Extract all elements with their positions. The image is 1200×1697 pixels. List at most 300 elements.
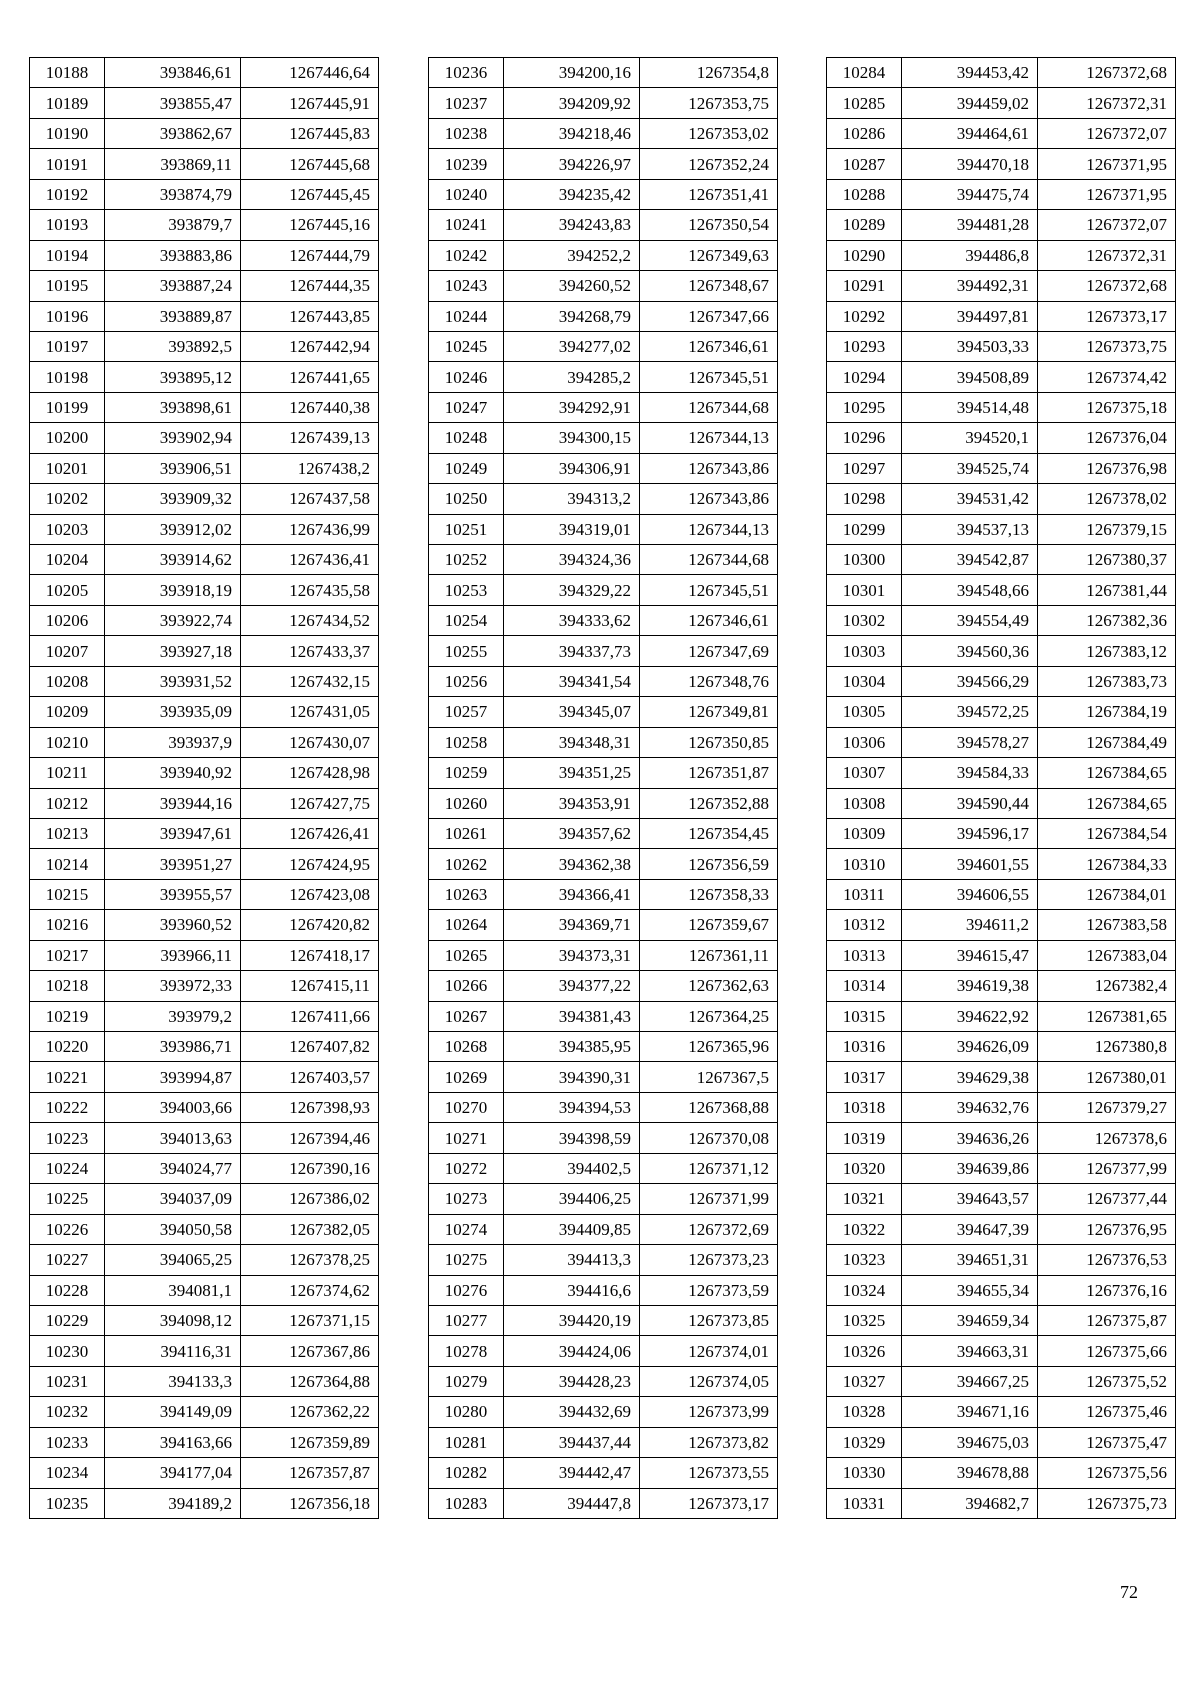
point-number-cell: 10305 xyxy=(827,697,902,727)
x-coordinate-cell: 393979,2 xyxy=(105,1001,241,1031)
point-number-cell: 10220 xyxy=(30,1032,105,1062)
y-coordinate-cell: 1267441,65 xyxy=(241,362,379,392)
y-coordinate-cell: 1267443,85 xyxy=(241,301,379,331)
x-coordinate-cell: 394678,88 xyxy=(902,1458,1038,1488)
y-coordinate-cell: 1267377,44 xyxy=(1038,1184,1176,1214)
x-coordinate-cell: 393889,87 xyxy=(105,301,241,331)
point-number-cell: 10194 xyxy=(30,240,105,270)
y-coordinate-cell: 1267426,41 xyxy=(241,818,379,848)
y-coordinate-cell: 1267373,59 xyxy=(640,1275,778,1305)
table-row xyxy=(429,1123,778,1153)
y-coordinate-cell: 1267372,69 xyxy=(640,1214,778,1244)
table-row xyxy=(827,1427,1176,1457)
table-row xyxy=(429,210,778,240)
x-coordinate-cell: 394300,15 xyxy=(504,423,640,453)
point-number-cell: 10251 xyxy=(429,514,504,544)
x-coordinate-cell: 394406,25 xyxy=(504,1184,640,1214)
x-coordinate-cell: 394626,09 xyxy=(902,1032,1038,1062)
x-coordinate-cell: 393855,47 xyxy=(105,88,241,118)
point-number-cell: 10199 xyxy=(30,392,105,422)
y-coordinate-cell: 1267381,44 xyxy=(1038,575,1176,605)
point-number-cell: 10280 xyxy=(429,1397,504,1427)
y-coordinate-cell: 1267436,41 xyxy=(241,545,379,575)
table-row xyxy=(429,910,778,940)
x-coordinate-cell: 393966,11 xyxy=(105,940,241,970)
point-number-cell: 10245 xyxy=(429,331,504,361)
point-number-cell: 10310 xyxy=(827,849,902,879)
x-coordinate-cell: 394622,92 xyxy=(902,1001,1038,1031)
table-row xyxy=(429,423,778,453)
y-coordinate-cell: 1267364,88 xyxy=(241,1366,379,1396)
point-number-cell: 10238 xyxy=(429,118,504,148)
x-coordinate-cell: 394428,23 xyxy=(504,1366,640,1396)
point-number-cell: 10257 xyxy=(429,697,504,727)
y-coordinate-cell: 1267354,8 xyxy=(640,58,778,88)
table-row xyxy=(827,697,1176,727)
point-number-cell: 10228 xyxy=(30,1275,105,1305)
point-number-cell: 10309 xyxy=(827,818,902,848)
table-row xyxy=(429,545,778,575)
y-coordinate-cell: 1267346,61 xyxy=(640,605,778,635)
y-coordinate-cell: 1267349,63 xyxy=(640,240,778,270)
table-row xyxy=(827,758,1176,788)
table-row xyxy=(30,331,379,361)
table-row xyxy=(827,149,1176,179)
x-coordinate-cell: 393986,71 xyxy=(105,1032,241,1062)
table-row xyxy=(827,1366,1176,1396)
point-number-cell: 10269 xyxy=(429,1062,504,1092)
point-number-cell: 10275 xyxy=(429,1245,504,1275)
y-coordinate-cell: 1267372,68 xyxy=(1038,58,1176,88)
point-number-cell: 10225 xyxy=(30,1184,105,1214)
x-coordinate-cell: 394647,39 xyxy=(902,1214,1038,1244)
table-row xyxy=(827,179,1176,209)
y-coordinate-cell: 1267344,13 xyxy=(640,514,778,544)
x-coordinate-cell: 394639,86 xyxy=(902,1153,1038,1183)
y-coordinate-cell: 1267379,27 xyxy=(1038,1092,1176,1122)
table-row xyxy=(30,484,379,514)
x-coordinate-cell: 394537,13 xyxy=(902,514,1038,544)
point-number-cell: 10231 xyxy=(30,1366,105,1396)
y-coordinate-cell: 1267371,12 xyxy=(640,1153,778,1183)
point-number-cell: 10200 xyxy=(30,423,105,453)
point-number-cell: 10312 xyxy=(827,910,902,940)
y-coordinate-cell: 1267375,46 xyxy=(1038,1397,1176,1427)
table-row xyxy=(30,605,379,635)
table-row xyxy=(30,271,379,301)
point-number-cell: 10323 xyxy=(827,1245,902,1275)
point-number-cell: 10327 xyxy=(827,1366,902,1396)
y-coordinate-cell: 1267376,16 xyxy=(1038,1275,1176,1305)
table-row xyxy=(30,1305,379,1335)
point-number-cell: 10304 xyxy=(827,666,902,696)
x-coordinate-cell: 394050,58 xyxy=(105,1214,241,1244)
x-coordinate-cell: 394424,06 xyxy=(504,1336,640,1366)
x-coordinate-cell: 393914,62 xyxy=(105,545,241,575)
table-row xyxy=(429,1488,778,1518)
y-coordinate-cell: 1267375,47 xyxy=(1038,1427,1176,1457)
y-coordinate-cell: 1267352,88 xyxy=(640,788,778,818)
point-number-cell: 10254 xyxy=(429,605,504,635)
table-row xyxy=(30,1427,379,1457)
y-coordinate-cell: 1267343,86 xyxy=(640,453,778,483)
point-number-cell: 10214 xyxy=(30,849,105,879)
table-row xyxy=(30,514,379,544)
table-row xyxy=(429,453,778,483)
point-number-cell: 10218 xyxy=(30,971,105,1001)
table-row xyxy=(30,362,379,392)
table-row xyxy=(429,331,778,361)
point-number-cell: 10272 xyxy=(429,1153,504,1183)
table-row xyxy=(429,271,778,301)
y-coordinate-cell: 1267376,53 xyxy=(1038,1245,1176,1275)
table-row xyxy=(30,301,379,331)
x-coordinate-cell: 394226,97 xyxy=(504,149,640,179)
point-number-cell: 10265 xyxy=(429,940,504,970)
x-coordinate-cell: 393937,9 xyxy=(105,727,241,757)
table-row xyxy=(429,788,778,818)
y-coordinate-cell: 1267432,15 xyxy=(241,666,379,696)
y-coordinate-cell: 1267371,95 xyxy=(1038,179,1176,209)
table-row xyxy=(30,392,379,422)
y-coordinate-cell: 1267383,12 xyxy=(1038,636,1176,666)
y-coordinate-cell: 1267384,65 xyxy=(1038,758,1176,788)
y-coordinate-cell: 1267398,93 xyxy=(241,1092,379,1122)
x-coordinate-cell: 394292,91 xyxy=(504,392,640,422)
table-row xyxy=(827,88,1176,118)
table-row xyxy=(30,1458,379,1488)
x-coordinate-cell: 394413,3 xyxy=(504,1245,640,1275)
point-number-cell: 10213 xyxy=(30,818,105,848)
table-row xyxy=(827,910,1176,940)
y-coordinate-cell: 1267358,33 xyxy=(640,879,778,909)
point-number-cell: 10308 xyxy=(827,788,902,818)
point-number-cell: 10227 xyxy=(30,1245,105,1275)
table-row xyxy=(429,758,778,788)
y-coordinate-cell: 1267384,33 xyxy=(1038,849,1176,879)
coordinate-table-1 xyxy=(29,57,379,1519)
x-coordinate-cell: 393906,51 xyxy=(105,453,241,483)
point-number-cell: 10264 xyxy=(429,910,504,940)
point-number-cell: 10198 xyxy=(30,362,105,392)
x-coordinate-cell: 394671,16 xyxy=(902,1397,1038,1427)
table-row xyxy=(429,1275,778,1305)
y-coordinate-cell: 1267378,6 xyxy=(1038,1123,1176,1153)
x-coordinate-cell: 394437,44 xyxy=(504,1427,640,1457)
x-coordinate-cell: 393994,87 xyxy=(105,1062,241,1092)
x-coordinate-cell: 394601,55 xyxy=(902,849,1038,879)
y-coordinate-cell: 1267373,75 xyxy=(1038,331,1176,361)
x-coordinate-cell: 394200,16 xyxy=(504,58,640,88)
table-row xyxy=(827,392,1176,422)
y-coordinate-cell: 1267379,15 xyxy=(1038,514,1176,544)
point-number-cell: 10273 xyxy=(429,1184,504,1214)
table-row xyxy=(30,210,379,240)
point-number-cell: 10271 xyxy=(429,1123,504,1153)
x-coordinate-cell: 394133,3 xyxy=(105,1366,241,1396)
table-row xyxy=(827,514,1176,544)
table-row xyxy=(429,484,778,514)
x-coordinate-cell: 394548,66 xyxy=(902,575,1038,605)
point-number-cell: 10236 xyxy=(429,58,504,88)
table-row xyxy=(429,1336,778,1366)
table-row xyxy=(429,636,778,666)
x-coordinate-cell: 394003,66 xyxy=(105,1092,241,1122)
y-coordinate-cell: 1267381,65 xyxy=(1038,1001,1176,1031)
table-row xyxy=(827,636,1176,666)
table-row xyxy=(827,1123,1176,1153)
x-coordinate-cell: 394475,74 xyxy=(902,179,1038,209)
point-number-cell: 10253 xyxy=(429,575,504,605)
point-number-cell: 10196 xyxy=(30,301,105,331)
y-coordinate-cell: 1267356,59 xyxy=(640,849,778,879)
point-number-cell: 10288 xyxy=(827,179,902,209)
table-row xyxy=(429,1184,778,1214)
table-row xyxy=(30,636,379,666)
table-row xyxy=(30,697,379,727)
x-coordinate-cell: 393940,92 xyxy=(105,758,241,788)
y-coordinate-cell: 1267380,8 xyxy=(1038,1032,1176,1062)
y-coordinate-cell: 1267437,58 xyxy=(241,484,379,514)
y-coordinate-cell: 1267374,05 xyxy=(640,1366,778,1396)
table-row xyxy=(30,575,379,605)
point-number-cell: 10307 xyxy=(827,758,902,788)
table-row xyxy=(30,1032,379,1062)
x-coordinate-cell: 394362,38 xyxy=(504,849,640,879)
table-row xyxy=(827,727,1176,757)
point-number-cell: 10188 xyxy=(30,58,105,88)
x-coordinate-cell: 394643,57 xyxy=(902,1184,1038,1214)
y-coordinate-cell: 1267371,99 xyxy=(640,1184,778,1214)
coordinate-table-2 xyxy=(428,57,778,1519)
table-row xyxy=(827,1245,1176,1275)
y-coordinate-cell: 1267386,02 xyxy=(241,1184,379,1214)
x-coordinate-cell: 394432,69 xyxy=(504,1397,640,1427)
x-coordinate-cell: 393892,5 xyxy=(105,331,241,361)
point-number-cell: 10291 xyxy=(827,271,902,301)
table-row xyxy=(429,818,778,848)
point-number-cell: 10293 xyxy=(827,331,902,361)
y-coordinate-cell: 1267418,17 xyxy=(241,940,379,970)
y-coordinate-cell: 1267440,38 xyxy=(241,392,379,422)
x-coordinate-cell: 394514,48 xyxy=(902,392,1038,422)
table-row xyxy=(30,818,379,848)
table-row xyxy=(30,1336,379,1366)
point-number-cell: 10248 xyxy=(429,423,504,453)
point-number-cell: 10192 xyxy=(30,179,105,209)
x-coordinate-cell: 394377,22 xyxy=(504,971,640,1001)
table-row xyxy=(429,179,778,209)
table-row xyxy=(429,362,778,392)
y-coordinate-cell: 1267378,25 xyxy=(241,1245,379,1275)
x-coordinate-cell: 394398,59 xyxy=(504,1123,640,1153)
point-number-cell: 10242 xyxy=(429,240,504,270)
x-coordinate-cell: 394209,92 xyxy=(504,88,640,118)
x-coordinate-cell: 394353,91 xyxy=(504,788,640,818)
x-coordinate-cell: 394324,36 xyxy=(504,545,640,575)
x-coordinate-cell: 394390,31 xyxy=(504,1062,640,1092)
x-coordinate-cell: 394560,36 xyxy=(902,636,1038,666)
x-coordinate-cell: 394442,47 xyxy=(504,1458,640,1488)
y-coordinate-cell: 1267367,5 xyxy=(640,1062,778,1092)
x-coordinate-cell: 394243,83 xyxy=(504,210,640,240)
point-number-cell: 10229 xyxy=(30,1305,105,1335)
point-number-cell: 10223 xyxy=(30,1123,105,1153)
y-coordinate-cell: 1267436,99 xyxy=(241,514,379,544)
y-coordinate-cell: 1267442,94 xyxy=(241,331,379,361)
point-number-cell: 10278 xyxy=(429,1336,504,1366)
point-number-cell: 10277 xyxy=(429,1305,504,1335)
point-number-cell: 10222 xyxy=(30,1092,105,1122)
x-coordinate-cell: 394373,31 xyxy=(504,940,640,970)
point-number-cell: 10197 xyxy=(30,331,105,361)
table-row xyxy=(429,727,778,757)
table-row xyxy=(429,1214,778,1244)
x-coordinate-cell: 394081,1 xyxy=(105,1275,241,1305)
table-row xyxy=(429,1092,778,1122)
x-coordinate-cell: 394409,85 xyxy=(504,1214,640,1244)
point-number-cell: 10281 xyxy=(429,1427,504,1457)
y-coordinate-cell: 1267383,58 xyxy=(1038,910,1176,940)
x-coordinate-cell: 394459,02 xyxy=(902,88,1038,118)
table-row xyxy=(827,484,1176,514)
y-coordinate-cell: 1267384,49 xyxy=(1038,727,1176,757)
y-coordinate-cell: 1267347,66 xyxy=(640,301,778,331)
x-coordinate-cell: 394503,33 xyxy=(902,331,1038,361)
table-row xyxy=(827,971,1176,1001)
y-coordinate-cell: 1267428,98 xyxy=(241,758,379,788)
y-coordinate-cell: 1267427,75 xyxy=(241,788,379,818)
point-number-cell: 10255 xyxy=(429,636,504,666)
x-coordinate-cell: 394416,6 xyxy=(504,1275,640,1305)
y-coordinate-cell: 1267372,07 xyxy=(1038,210,1176,240)
y-coordinate-cell: 1267373,82 xyxy=(640,1427,778,1457)
y-coordinate-cell: 1267445,68 xyxy=(241,149,379,179)
y-coordinate-cell: 1267384,65 xyxy=(1038,788,1176,818)
y-coordinate-cell: 1267351,41 xyxy=(640,179,778,209)
x-coordinate-cell: 393912,02 xyxy=(105,514,241,544)
x-coordinate-cell: 394566,29 xyxy=(902,666,1038,696)
x-coordinate-cell: 394329,22 xyxy=(504,575,640,605)
y-coordinate-cell: 1267348,67 xyxy=(640,271,778,301)
y-coordinate-cell: 1267439,13 xyxy=(241,423,379,453)
y-coordinate-cell: 1267375,73 xyxy=(1038,1488,1176,1518)
y-coordinate-cell: 1267344,68 xyxy=(640,392,778,422)
x-coordinate-cell: 394497,81 xyxy=(902,301,1038,331)
point-number-cell: 10246 xyxy=(429,362,504,392)
x-coordinate-cell: 393960,52 xyxy=(105,910,241,940)
y-coordinate-cell: 1267423,08 xyxy=(241,879,379,909)
point-number-cell: 10247 xyxy=(429,392,504,422)
table-row xyxy=(429,666,778,696)
y-coordinate-cell: 1267373,23 xyxy=(640,1245,778,1275)
table-row xyxy=(30,1062,379,1092)
table-row xyxy=(429,392,778,422)
y-coordinate-cell: 1267375,18 xyxy=(1038,392,1176,422)
y-coordinate-cell: 1267367,86 xyxy=(241,1336,379,1366)
x-coordinate-cell: 394481,28 xyxy=(902,210,1038,240)
y-coordinate-cell: 1267373,85 xyxy=(640,1305,778,1335)
point-number-cell: 10306 xyxy=(827,727,902,757)
x-coordinate-cell: 394655,34 xyxy=(902,1275,1038,1305)
y-coordinate-cell: 1267383,73 xyxy=(1038,666,1176,696)
x-coordinate-cell: 393898,61 xyxy=(105,392,241,422)
table-row xyxy=(30,1488,379,1518)
point-number-cell: 10316 xyxy=(827,1032,902,1062)
point-number-cell: 10292 xyxy=(827,301,902,331)
point-number-cell: 10211 xyxy=(30,758,105,788)
table-row xyxy=(827,575,1176,605)
point-number-cell: 10266 xyxy=(429,971,504,1001)
y-coordinate-cell: 1267376,98 xyxy=(1038,453,1176,483)
table-row xyxy=(429,514,778,544)
y-coordinate-cell: 1267394,46 xyxy=(241,1123,379,1153)
y-coordinate-cell: 1267368,88 xyxy=(640,1092,778,1122)
y-coordinate-cell: 1267375,56 xyxy=(1038,1458,1176,1488)
x-coordinate-cell: 394531,42 xyxy=(902,484,1038,514)
table-row xyxy=(827,545,1176,575)
x-coordinate-cell: 394369,71 xyxy=(504,910,640,940)
table-row xyxy=(827,1153,1176,1183)
point-number-cell: 10217 xyxy=(30,940,105,970)
x-coordinate-cell: 394381,43 xyxy=(504,1001,640,1031)
point-number-cell: 10297 xyxy=(827,453,902,483)
point-number-cell: 10259 xyxy=(429,758,504,788)
x-coordinate-cell: 394663,31 xyxy=(902,1336,1038,1366)
point-number-cell: 10299 xyxy=(827,514,902,544)
table-row xyxy=(30,240,379,270)
table-row xyxy=(827,1336,1176,1366)
y-coordinate-cell: 1267434,52 xyxy=(241,605,379,635)
x-coordinate-cell: 394337,73 xyxy=(504,636,640,666)
point-number-cell: 10318 xyxy=(827,1092,902,1122)
point-number-cell: 10320 xyxy=(827,1153,902,1183)
y-coordinate-cell: 1267361,11 xyxy=(640,940,778,970)
x-coordinate-cell: 394348,31 xyxy=(504,727,640,757)
x-coordinate-cell: 394149,09 xyxy=(105,1397,241,1427)
y-coordinate-cell: 1267345,51 xyxy=(640,575,778,605)
point-number-cell: 10262 xyxy=(429,849,504,879)
point-number-cell: 10234 xyxy=(30,1458,105,1488)
point-number-cell: 10243 xyxy=(429,271,504,301)
point-number-cell: 10317 xyxy=(827,1062,902,1092)
point-number-cell: 10252 xyxy=(429,545,504,575)
table-row xyxy=(429,1032,778,1062)
table-row xyxy=(429,971,778,1001)
table-row xyxy=(429,118,778,148)
point-number-cell: 10322 xyxy=(827,1214,902,1244)
table-row xyxy=(827,1458,1176,1488)
point-number-cell: 10210 xyxy=(30,727,105,757)
y-coordinate-cell: 1267371,15 xyxy=(241,1305,379,1335)
y-coordinate-cell: 1267446,64 xyxy=(241,58,379,88)
x-coordinate-cell: 394341,54 xyxy=(504,666,640,696)
point-number-cell: 10260 xyxy=(429,788,504,818)
table-row xyxy=(429,1245,778,1275)
y-coordinate-cell: 1267350,54 xyxy=(640,210,778,240)
point-number-cell: 10233 xyxy=(30,1427,105,1457)
x-coordinate-cell: 394116,31 xyxy=(105,1336,241,1366)
table-row xyxy=(827,118,1176,148)
x-coordinate-cell: 394667,25 xyxy=(902,1366,1038,1396)
x-coordinate-cell: 394632,76 xyxy=(902,1092,1038,1122)
point-number-cell: 10274 xyxy=(429,1214,504,1244)
y-coordinate-cell: 1267380,37 xyxy=(1038,545,1176,575)
x-coordinate-cell: 394520,1 xyxy=(902,423,1038,453)
table-row xyxy=(30,423,379,453)
table-row xyxy=(30,1366,379,1396)
x-coordinate-cell: 393944,16 xyxy=(105,788,241,818)
